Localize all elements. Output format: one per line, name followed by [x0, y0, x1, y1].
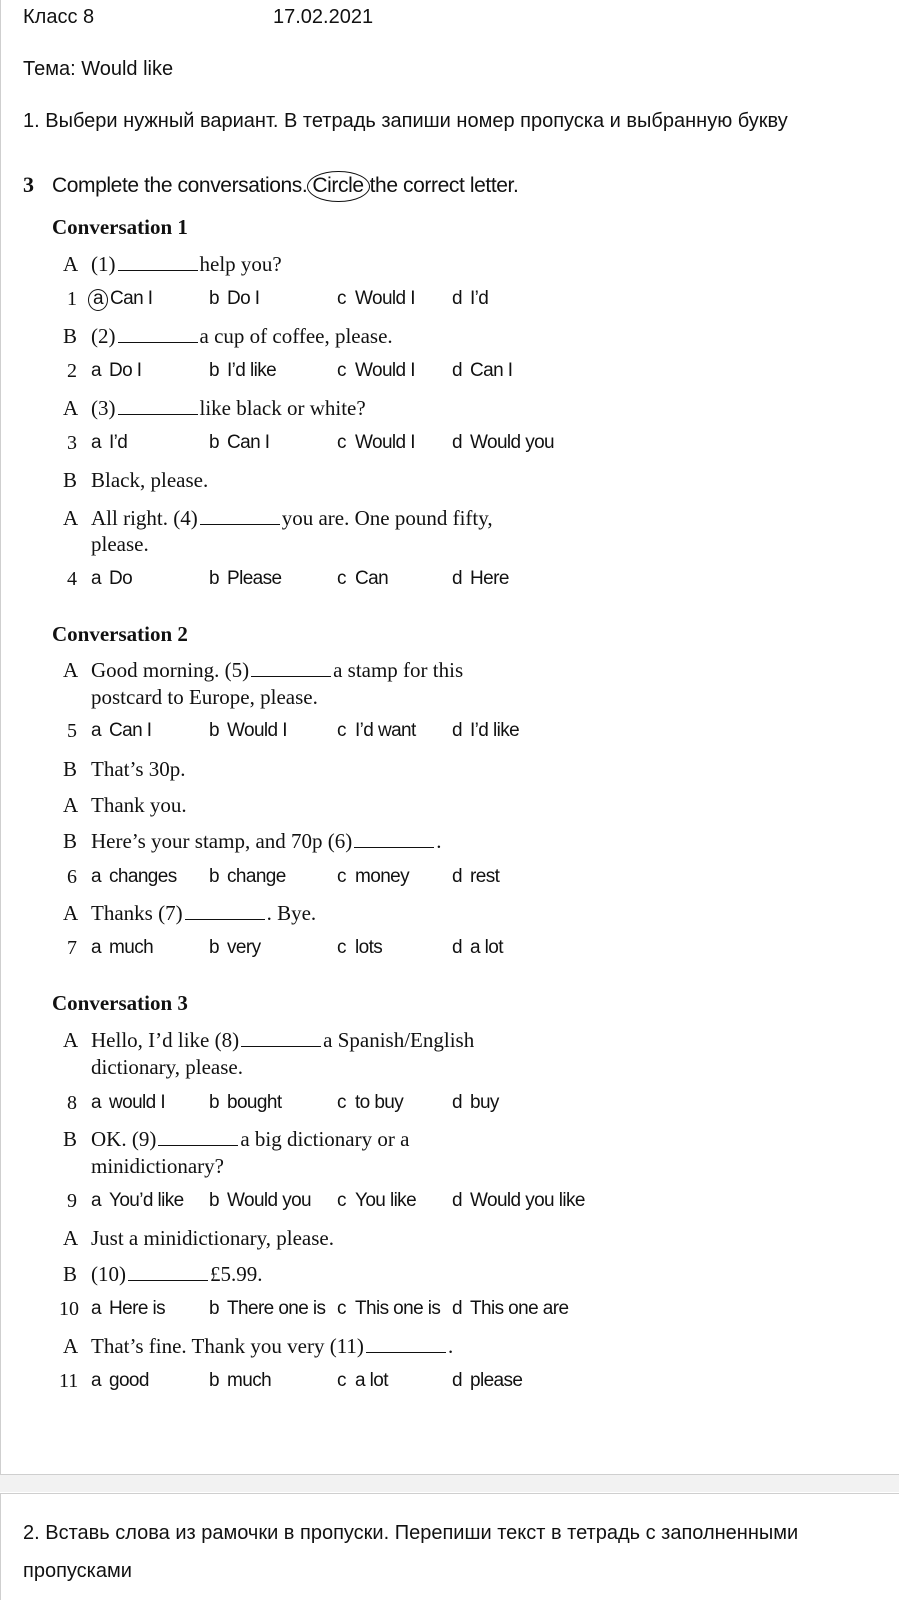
- answer-blank: [158, 1129, 238, 1146]
- worksheet-page-2: [0, 1493, 899, 1600]
- option-text: I’d like: [227, 360, 277, 381]
- option-text: Here is: [109, 1298, 165, 1319]
- option-d: d This one are: [452, 1298, 569, 1319]
- question-number: 5: [67, 720, 77, 742]
- speaker-label: A: [63, 252, 79, 276]
- option-d: d I’d: [452, 288, 489, 309]
- option-c: c Would I: [337, 288, 415, 309]
- options-row: [67, 1190, 667, 1214]
- option-text: I’d want: [355, 720, 416, 741]
- dialogue-line: [63, 658, 463, 683]
- option-text: Do: [109, 568, 133, 589]
- option-text: bought: [227, 1092, 282, 1113]
- option-d: d a lot: [452, 937, 503, 958]
- question-number: 3: [67, 432, 77, 454]
- option-text: Can: [355, 568, 389, 589]
- task2-instruction: 2. Вставь слова из рамочки в пропуски. Перепиши текст в тетрадь с заполненными: [23, 1522, 799, 1544]
- option-text: good: [109, 1370, 149, 1391]
- line-text: That’s 30p.: [91, 757, 186, 781]
- answer-blank: [118, 254, 198, 271]
- options-row: [67, 568, 667, 592]
- question-number: 8: [67, 1092, 77, 1114]
- option-b: b much: [209, 1370, 272, 1391]
- line-text: .: [447, 1334, 454, 1358]
- speaker-label: B: [63, 757, 78, 781]
- speaker-label: A: [63, 396, 79, 420]
- option-b: b Do I: [209, 288, 260, 309]
- task2-instruction-continued: пропусками: [23, 1560, 132, 1582]
- options-row: [59, 1298, 669, 1322]
- option-text: a lot: [470, 937, 503, 958]
- dialogue-line: [63, 829, 442, 854]
- option-text: Can I: [227, 432, 270, 453]
- option-text: lots: [355, 937, 383, 958]
- question-number: 1: [67, 288, 77, 310]
- dialogue-line: [63, 1028, 474, 1053]
- answer-blank: [200, 508, 280, 525]
- dialogue-line: [63, 1262, 263, 1287]
- answer-blank: [185, 903, 265, 920]
- line-text: Black, please.: [91, 468, 209, 492]
- line-text: a cup of coffee, please.: [199, 324, 393, 348]
- line-text: (2): [91, 324, 116, 348]
- option-b: b There one is: [209, 1298, 326, 1319]
- answer-blank: [354, 831, 434, 848]
- question-number: 4: [67, 568, 77, 590]
- question-number: 2: [67, 360, 77, 382]
- line-text: All right. (4): [91, 506, 198, 530]
- option-text: would I: [109, 1092, 166, 1113]
- line-text: Hello, I’d like (8): [91, 1028, 240, 1052]
- conversation-title: Conversation 2: [52, 622, 188, 646]
- option-b: b bought: [209, 1092, 282, 1113]
- dialogue-line: [63, 757, 186, 782]
- options-row: [67, 866, 667, 890]
- option-text: There one is: [227, 1298, 326, 1319]
- task1-instruction: 1. Выбери нужный вариант. В тетрадь запиши номер пропуска и выбранную букву: [23, 110, 788, 132]
- option-c: c I’d want: [337, 720, 416, 741]
- question-number: 9: [67, 1190, 77, 1212]
- topic-label: Тема: Would like: [23, 58, 174, 80]
- speaker-label: B: [63, 1127, 78, 1151]
- line-text: you are. One pound fifty,: [281, 506, 493, 530]
- exercise-heading: [23, 172, 518, 198]
- option-c: c You like: [337, 1190, 417, 1211]
- option-d: d Can I: [452, 360, 513, 381]
- speaker-label: B: [63, 468, 78, 492]
- dialogue-line: [63, 1334, 453, 1359]
- line-text: Here’s your stamp, and 70p (6): [91, 829, 353, 853]
- option-text: Do I: [227, 288, 260, 309]
- dialogue-line: [63, 324, 393, 349]
- option-text: Would you: [470, 432, 555, 453]
- option-text: Would I: [355, 288, 415, 309]
- date-label: 17.02.2021: [273, 6, 374, 28]
- option-c: c a lot: [337, 1370, 388, 1391]
- speaker-label: A: [63, 1334, 79, 1358]
- dialogue-line-continuation: minidictionary?: [91, 1154, 224, 1178]
- option-text: This one are: [470, 1298, 569, 1319]
- page-gap: [0, 1475, 899, 1492]
- option-a: a You’d like: [91, 1190, 184, 1211]
- line-text: (10): [91, 1262, 126, 1286]
- option-text: much: [227, 1370, 272, 1391]
- dialogue-line: [63, 1127, 409, 1152]
- dialogue-line: [63, 252, 282, 277]
- option-d: d please: [452, 1370, 523, 1391]
- answer-blank: [118, 398, 198, 415]
- option-c: c lots: [337, 937, 383, 958]
- options-row: [67, 432, 667, 456]
- line-text: .: [436, 829, 442, 853]
- options-row: [59, 1370, 669, 1394]
- speaker-label: B: [63, 324, 78, 348]
- option-text: Can I: [110, 288, 153, 309]
- line-text: . Bye.: [266, 901, 317, 925]
- option-d: d Would you: [452, 432, 555, 453]
- option-b: b Would you: [209, 1190, 312, 1211]
- speaker-label: B: [63, 1262, 78, 1286]
- exercise-number: 3: [23, 172, 34, 197]
- exercise-title-end: the correct letter.: [369, 174, 519, 197]
- speaker-label: A: [63, 1028, 79, 1052]
- line-text: help you?: [199, 252, 282, 276]
- dialogue-line: [63, 396, 366, 421]
- line-text: Thanks (7): [91, 901, 183, 925]
- option-a: a good: [91, 1370, 149, 1391]
- option-a: a Do: [91, 568, 133, 589]
- option-text: buy: [470, 1092, 499, 1113]
- line-text: Just a minidictionary, please.: [91, 1226, 334, 1250]
- option-a: a Do I: [91, 360, 142, 381]
- option-text: Do I: [109, 360, 142, 381]
- exercise-title-circled: Circle: [307, 171, 369, 202]
- option-c: c money: [337, 866, 410, 887]
- option-a: a Can I: [91, 720, 152, 741]
- dialogue-line-continuation: postcard to Europe, please.: [91, 685, 318, 709]
- option-b: b change: [209, 866, 286, 887]
- answer-blank: [128, 1264, 208, 1281]
- options-row: [67, 720, 667, 744]
- line-text: £5.99.: [210, 1262, 263, 1286]
- option-d: d I’d like: [452, 720, 520, 741]
- speaker-label: A: [63, 793, 79, 817]
- option-text: Can I: [470, 360, 513, 381]
- line-text: OK. (9): [91, 1127, 157, 1151]
- option-text: I’d: [470, 288, 489, 309]
- options-row: [67, 360, 667, 384]
- option-text: Please: [227, 568, 282, 589]
- answer-blank: [241, 1030, 321, 1047]
- line-text: Thank you.: [91, 793, 187, 817]
- dialogue-line: [63, 1226, 334, 1251]
- option-text: I’d like: [470, 720, 520, 741]
- option-d: d buy: [452, 1092, 499, 1113]
- speaker-label: A: [63, 1226, 79, 1250]
- option-d: d Would you like: [452, 1190, 585, 1211]
- option-text: Here: [470, 568, 509, 589]
- option-b: b I’d like: [209, 360, 277, 381]
- line-text: (3): [91, 396, 116, 420]
- option-text: Would you like: [470, 1190, 585, 1211]
- line-text: That’s fine. Thank you very (11): [91, 1334, 364, 1358]
- option-text: Would I: [355, 360, 415, 381]
- option-a: a I’d: [91, 432, 128, 453]
- dialogue-line-continuation: dictionary, please.: [91, 1055, 243, 1079]
- option-a: a much: [91, 937, 154, 958]
- option-text: changes: [109, 866, 177, 887]
- question-number: 11: [59, 1370, 79, 1392]
- option-c: c to buy: [337, 1092, 404, 1113]
- dialogue-line-continuation: please.: [91, 532, 149, 556]
- option-a: a would I: [91, 1092, 166, 1113]
- option-d: d rest: [452, 866, 500, 887]
- option-a: a changes: [91, 866, 177, 887]
- option-c: c This one is: [337, 1298, 441, 1319]
- option-text: very: [227, 937, 261, 958]
- option-text: to buy: [355, 1092, 404, 1113]
- line-text: a stamp for this: [333, 658, 464, 682]
- line-text: (1): [91, 252, 116, 276]
- option-text: money: [355, 866, 410, 887]
- line-text: a Spanish/English: [323, 1028, 475, 1052]
- option-text: a lot: [355, 1370, 388, 1391]
- option-a: [91, 288, 152, 311]
- dialogue-line: [63, 468, 208, 493]
- option-text: You like: [355, 1190, 417, 1211]
- option-a: a Here is: [91, 1298, 165, 1319]
- option-c: c Would I: [337, 360, 415, 381]
- speaker-label: A: [63, 901, 79, 925]
- speaker-label: A: [63, 506, 79, 530]
- option-b: b Can I: [209, 432, 270, 453]
- option-text: Can I: [109, 720, 152, 741]
- conversation-title: Conversation 3: [52, 991, 188, 1015]
- option-b: b very: [209, 937, 261, 958]
- option-text: please: [470, 1370, 523, 1391]
- exercise-title-start: Complete the conversations.: [52, 174, 308, 197]
- option-text: I’d: [109, 432, 128, 453]
- answer-blank: [251, 660, 331, 677]
- conversation-title: Conversation 1: [52, 215, 188, 239]
- line-text: Good morning. (5): [91, 658, 250, 682]
- option-text: rest: [470, 866, 500, 887]
- option-c: c Can: [337, 568, 389, 589]
- option-text: You’d like: [109, 1190, 184, 1211]
- option-b: b Please: [209, 568, 282, 589]
- options-row: [67, 288, 667, 312]
- option-text: much: [109, 937, 154, 958]
- dialogue-line: [63, 901, 316, 926]
- speaker-label: A: [63, 658, 79, 682]
- line-text: like black or white?: [199, 396, 366, 420]
- question-number: 7: [67, 937, 77, 959]
- option-b: b Would I: [209, 720, 287, 741]
- class-label: Класс 8: [23, 6, 95, 28]
- options-row: [67, 937, 667, 961]
- options-row: [67, 1092, 667, 1116]
- option-text: change: [227, 866, 286, 887]
- option-text: This one is: [355, 1298, 441, 1319]
- option-d: d Here: [452, 568, 509, 589]
- dialogue-line: [63, 793, 187, 818]
- dialogue-line: [63, 506, 493, 531]
- answer-blank: [118, 326, 198, 343]
- line-text: a big dictionary or a: [240, 1127, 410, 1151]
- option-text: Would you: [227, 1190, 312, 1211]
- question-number: 10: [59, 1298, 79, 1320]
- question-number: 6: [67, 866, 77, 888]
- option-text: Would I: [355, 432, 415, 453]
- answer-blank: [366, 1336, 446, 1353]
- speaker-label: B: [63, 829, 78, 853]
- option-text: Would I: [227, 720, 287, 741]
- option-c: c Would I: [337, 432, 415, 453]
- circled-answer-a: a: [88, 289, 108, 311]
